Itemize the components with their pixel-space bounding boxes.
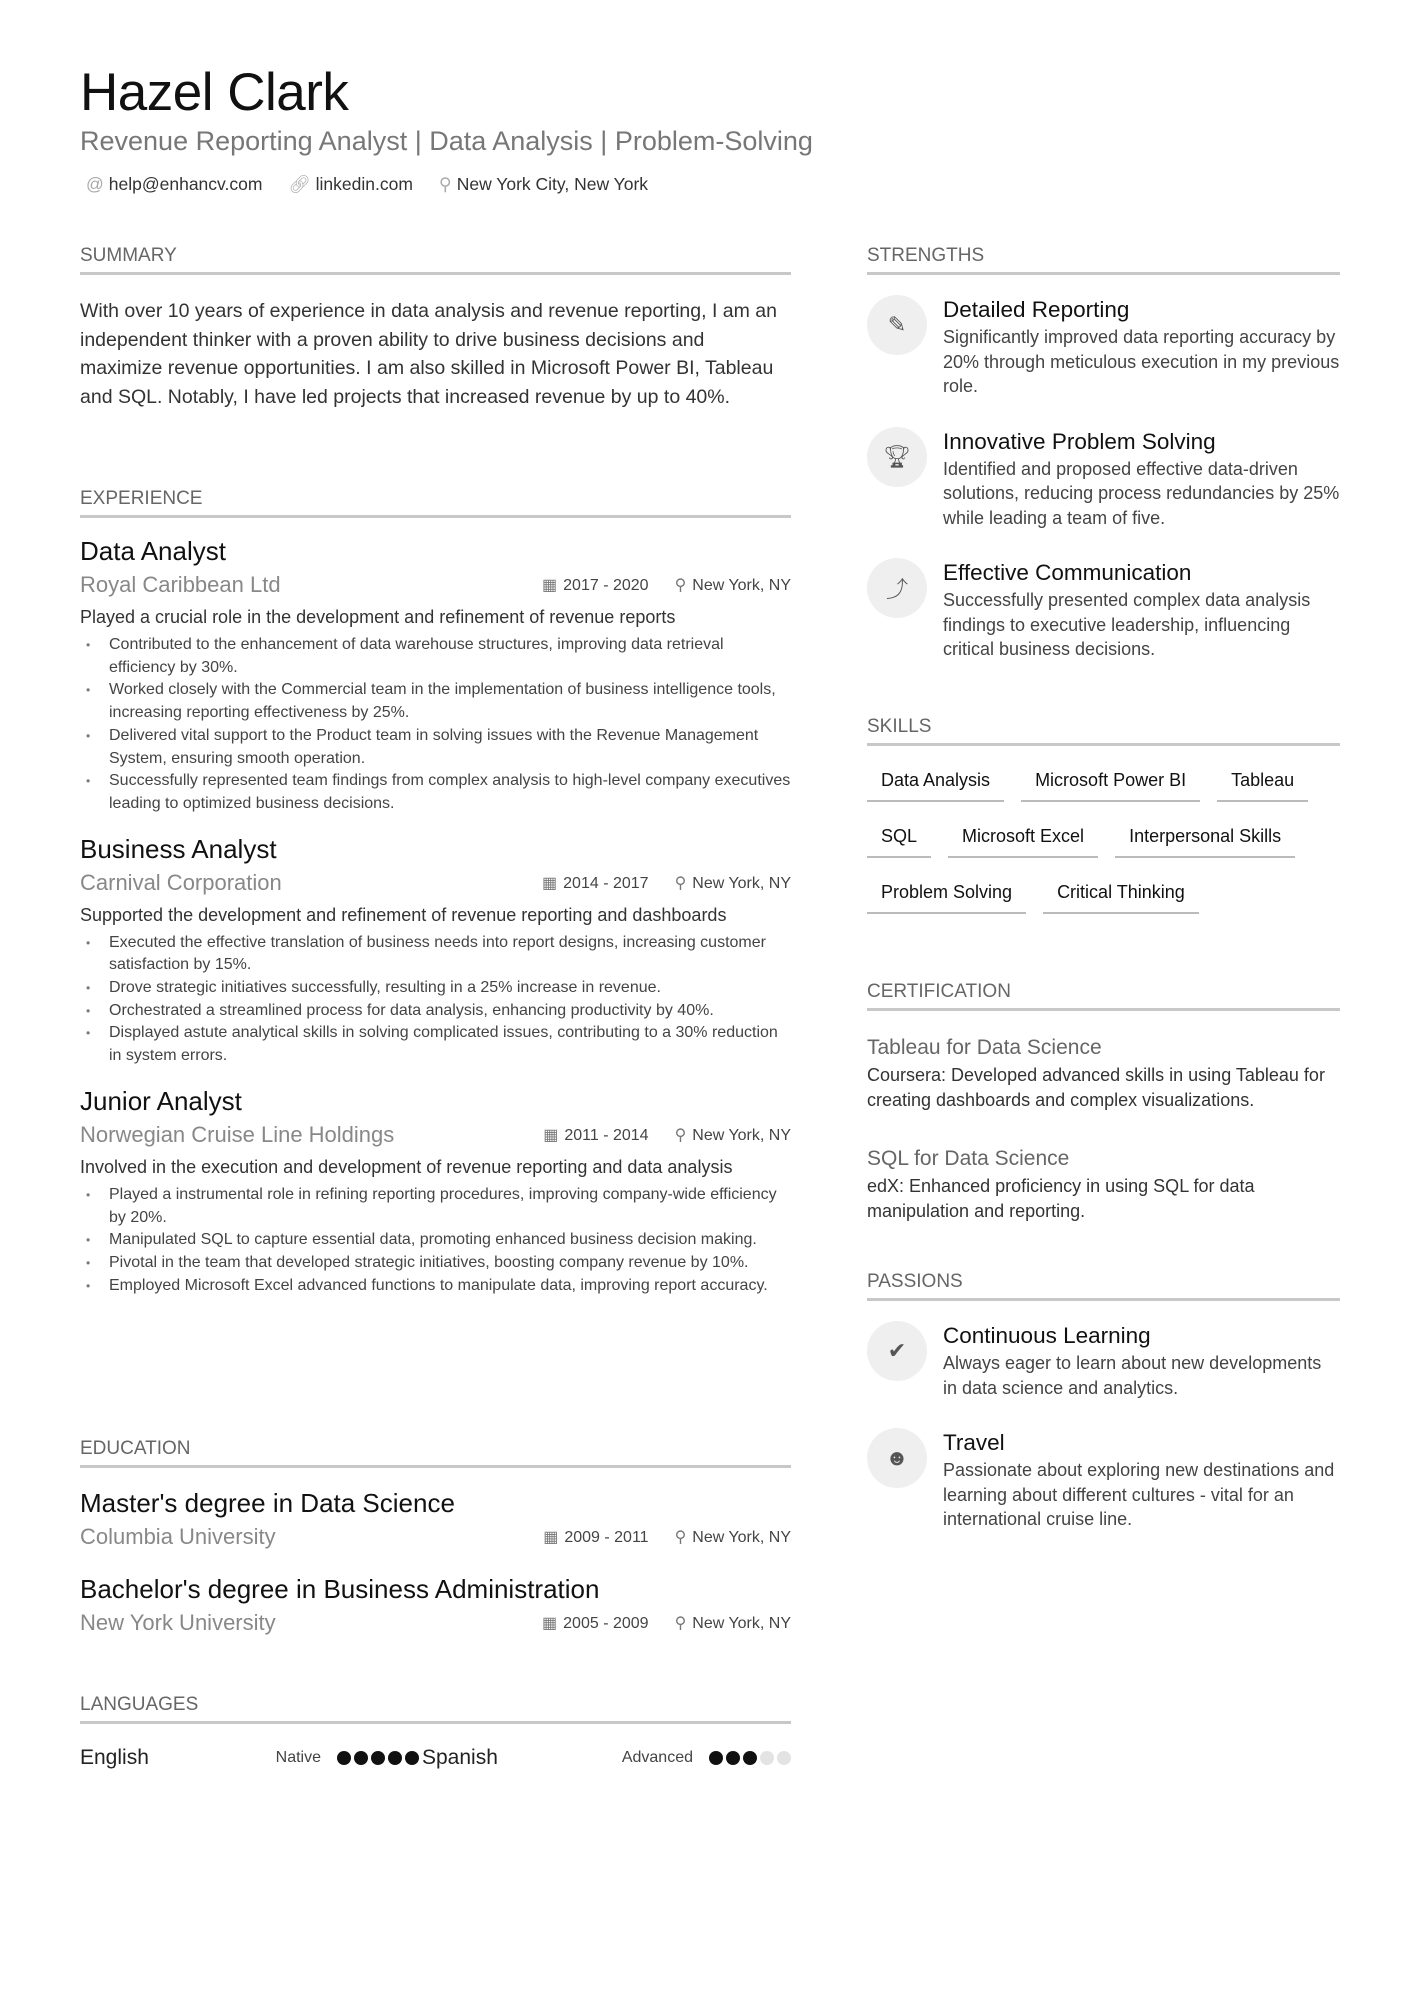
date-text: 2009 - 2011 xyxy=(564,1529,649,1546)
location-pin-icon: ⚲ xyxy=(674,1615,687,1632)
item-title: Effective Communication xyxy=(943,560,1192,585)
proficiency-dot xyxy=(388,1751,402,1765)
section-heading: SUMMARY xyxy=(80,245,791,275)
education-entry xyxy=(80,1486,791,1554)
contact-info xyxy=(86,174,648,195)
certification-item xyxy=(867,1033,1340,1112)
location-text: New York, NY xyxy=(692,1529,791,1546)
date-range xyxy=(542,575,649,595)
bullet-item: • Manipulated SQL to capture essential data, promoting enhanced business decision making. xyxy=(80,1229,791,1252)
bullet-item: • Pivotal in the team that developed strategic initiatives, boosting company revenue by 10%. xyxy=(80,1252,791,1275)
location-text: New York, NY xyxy=(692,1126,791,1144)
item-title: Travel xyxy=(943,1430,1005,1455)
location-contact xyxy=(439,174,648,195)
degree: Bachelor's degree in Business Administration xyxy=(80,1574,600,1604)
section-heading: CERTIFICATION xyxy=(867,981,1340,1011)
meta xyxy=(542,575,791,595)
calendar-icon: ▦ xyxy=(542,874,558,892)
education-entry xyxy=(80,1572,791,1640)
certification-section xyxy=(867,981,1340,1223)
skill-tag: Interpersonal Skills xyxy=(1115,818,1295,858)
strengths-section xyxy=(867,245,1340,662)
location-text: New York City, New York xyxy=(456,174,649,194)
meta xyxy=(542,873,791,893)
summary-section xyxy=(80,245,791,411)
certification-description: Coursera: Developed advanced skills in using Tableau for creating dashboards and complex visualizations. xyxy=(867,1065,1325,1110)
bullet-item: • Delivered vital support to the Product team in solving issues with the Revenue Management System, ensuring smooth operation. xyxy=(80,725,791,770)
email-text: help@enhancv.com xyxy=(108,174,263,194)
skill-tag: Microsoft Power BI xyxy=(1021,762,1200,802)
proficiency-dot xyxy=(760,1751,774,1765)
item-description: Successfully presented complex data analysis findings to executive leadership, influencing critical business decisions. xyxy=(943,590,1311,659)
date-range xyxy=(543,1527,648,1547)
skill-tag: Critical Thinking xyxy=(1043,874,1199,914)
job-title: Data Analyst xyxy=(80,536,226,566)
location-pin-icon: ⚲ xyxy=(674,1126,687,1144)
degree: Master's degree in Data Science xyxy=(80,1488,455,1518)
item-title: Innovative Problem Solving xyxy=(943,428,1216,454)
email-contact[interactable] xyxy=(86,174,262,195)
location xyxy=(675,873,791,893)
certification-title: Tableau for Data Science xyxy=(867,1036,1102,1059)
head-icon: ☻ xyxy=(867,1428,927,1488)
location-text: New York, NY xyxy=(692,874,791,892)
calendar-icon: ▦ xyxy=(543,1126,559,1144)
at-icon: @ xyxy=(86,174,104,194)
proficiency-dot xyxy=(354,1751,368,1765)
location-text: New York, NY xyxy=(692,1615,791,1632)
passions-item xyxy=(867,1321,1340,1400)
strengths-item xyxy=(867,295,1340,399)
date-range xyxy=(542,1613,649,1633)
location xyxy=(675,1125,791,1145)
item-description: Passionate about exploring new destinations and learning about different cultures - vital for an international cruise line. xyxy=(943,1460,1335,1529)
job-title: Business Analyst xyxy=(80,833,277,864)
education-section xyxy=(80,1438,791,1640)
bullet-item: • Executed the effective translation of business needs into report designs, increasing customer satisfaction by 15%. xyxy=(80,932,791,977)
certification-title: SQL for Data Science xyxy=(867,1147,1070,1170)
language-item xyxy=(422,1746,794,1770)
date-range xyxy=(543,1125,648,1145)
magic-wand-icon: ✎ xyxy=(867,295,927,355)
job-entry xyxy=(80,1084,791,1298)
school-name: New York University xyxy=(80,1610,276,1635)
location-pin-icon: ⚲ xyxy=(674,577,687,594)
section-heading: SKILLS xyxy=(867,716,1340,746)
bullet-item: • Orchestrated a streamlined process for data analysis, enhancing productivity by 40%. xyxy=(80,1000,791,1023)
language-item xyxy=(80,1746,422,1770)
section-heading: PASSIONS xyxy=(867,1271,1340,1301)
bullet-item: • Displayed astute analytical skills in solving complicated issues, contributing to a 30% reduction in system errors. xyxy=(80,1022,791,1067)
language-name: Spanish xyxy=(422,1746,498,1769)
calendar-icon: ▦ xyxy=(542,1615,558,1632)
school-name: Columbia University xyxy=(80,1524,276,1549)
bullet-item: • Drove strategic initiatives successfully, resulting in a 25% increase in revenue. xyxy=(80,977,791,1000)
bullet-item: • Employed Microsoft Excel advanced functions to manipulate data, improving report accuracy. xyxy=(80,1275,791,1298)
linkedin-contact[interactable] xyxy=(288,174,413,195)
language-name: English xyxy=(80,1746,149,1769)
summary-text: With over 10 years of experience in data analysis and revenue reporting, I am an independent thinker with a proven ability to drive business decisions and maximize revenue opportunities. I am also skilled in Microsoft Power BI, Tableau and SQL. Notably, I have led projects that increased revenue by up to 40%. xyxy=(80,300,777,408)
job-description: Involved in the execution and development of revenue reporting and data analysis xyxy=(80,1156,733,1177)
meta xyxy=(542,1613,791,1633)
company-name: Norwegian Cruise Line Holdings xyxy=(80,1121,395,1147)
job-entry xyxy=(80,832,791,1068)
section-heading: STRENGTHS xyxy=(867,245,1340,275)
candidate-name: Hazel Clark xyxy=(80,63,349,122)
certification-item xyxy=(867,1144,1340,1223)
bullet-item: • Played a instrumental role in refining reporting procedures, improving company-wide efficiency by 20%. xyxy=(80,1184,791,1229)
location xyxy=(675,1527,791,1547)
company-name: Carnival Corporation xyxy=(80,869,282,895)
linkedin-text: linkedin.com xyxy=(315,174,413,194)
section-heading: LANGUAGES xyxy=(80,1694,791,1724)
language-level: Native xyxy=(275,1749,321,1766)
proficiency-dot xyxy=(405,1751,419,1765)
skill-tag: Tableau xyxy=(1217,762,1308,802)
date-text: 2014 - 2017 xyxy=(563,874,649,892)
strategy-icon: ⤴ xyxy=(867,558,927,618)
date-range xyxy=(542,873,649,893)
meta xyxy=(543,1527,791,1547)
bullet-item: • Successfully represented team findings from complex analysis to high-level company executives leading to optimized business decisions. xyxy=(80,770,791,815)
bullet-item: • Worked closely with the Commercial team in the implementation of business intelligence tools, increasing reporting effectiveness by 25%. xyxy=(80,679,791,724)
passions-item xyxy=(867,1428,1340,1532)
skill-tag: Data Analysis xyxy=(867,762,1004,802)
skills-section xyxy=(867,716,1340,930)
link-icon: 🔗︎ xyxy=(288,174,311,194)
strengths-item xyxy=(867,558,1340,662)
job-description: Played a crucial role in the development and refinement of revenue reports xyxy=(80,607,676,627)
location-pin-icon: ⚲ xyxy=(674,874,687,892)
strengths-item xyxy=(867,427,1340,531)
company-name: Royal Caribbean Ltd xyxy=(80,572,281,597)
calendar-icon: ▦ xyxy=(543,1529,559,1546)
skill-tag: Microsoft Excel xyxy=(948,818,1098,858)
location-text: New York, NY xyxy=(692,577,791,594)
location xyxy=(675,1613,791,1633)
proficiency-dot xyxy=(777,1751,791,1765)
section-heading: EXPERIENCE xyxy=(80,488,791,518)
experience-section xyxy=(80,488,791,1297)
location-pin-icon: ⚲ xyxy=(438,174,452,194)
location-pin-icon: ⚲ xyxy=(674,1529,687,1546)
checkmark-icon: ✔ xyxy=(867,1321,927,1381)
meta xyxy=(543,1125,791,1145)
proficiency-dot xyxy=(709,1751,723,1765)
proficiency-dot xyxy=(743,1751,757,1765)
calendar-icon: ▦ xyxy=(542,577,558,594)
item-description: Identified and proposed effective data-driven solutions, reducing process redundancies by 25% while leading a team of five. xyxy=(943,458,1340,528)
certification-description: edX: Enhanced proficiency in using SQL for data manipulation and reporting. xyxy=(867,1176,1255,1221)
job-title: Junior Analyst xyxy=(80,1085,242,1116)
proficiency-dot xyxy=(371,1751,385,1765)
skill-tag: SQL xyxy=(867,818,931,858)
item-description: Significantly improved data reporting accuracy by 20% through meticulous execution in my previous role. xyxy=(943,327,1340,396)
skill-tag: Problem Solving xyxy=(867,874,1026,914)
language-level: Advanced xyxy=(621,1749,693,1766)
candidate-headline: Revenue Reporting Analyst | Data Analysis | Problem-Solving xyxy=(80,126,813,156)
item-description: Always eager to learn about new developments in data science and analytics. xyxy=(943,1353,1322,1398)
date-text: 2017 - 2020 xyxy=(563,577,649,594)
bullet-item: • Contributed to the enhancement of data warehouse structures, improving data retrieval efficiency by 30%. xyxy=(80,634,791,679)
passions-section xyxy=(867,1271,1340,1532)
languages-section xyxy=(80,1694,791,1770)
trophy-icon: 🏆︎ xyxy=(867,427,927,487)
date-text: 2011 - 2014 xyxy=(564,1126,649,1144)
location xyxy=(675,575,791,595)
item-title: Continuous Learning xyxy=(943,1323,1151,1348)
proficiency-dot xyxy=(337,1751,351,1765)
section-heading: EDUCATION xyxy=(80,1438,791,1468)
job-description: Supported the development and refinement of revenue reporting and dashboards xyxy=(80,904,727,925)
proficiency-dot xyxy=(726,1751,740,1765)
item-title: Detailed Reporting xyxy=(943,297,1130,322)
date-text: 2005 - 2009 xyxy=(563,1615,649,1632)
job-entry xyxy=(80,534,791,816)
